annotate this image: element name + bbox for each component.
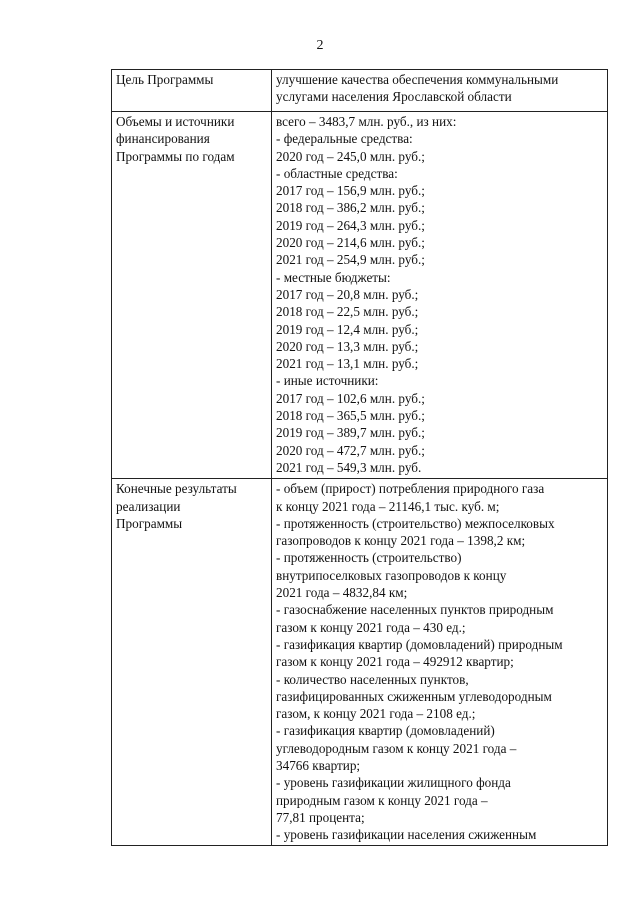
funding-line: 2018 год – 365,5 млн. руб.;: [276, 408, 425, 424]
results-line: газом к концу 2021 года – 430 ед.;: [276, 619, 466, 635]
funding-line: 2020 год – 214,6 млн. руб.;: [276, 235, 425, 251]
funding-line: 2020 год – 13,3 млн. руб.;: [276, 338, 419, 354]
funding-line: 2017 год – 20,8 млн. руб.;: [276, 286, 419, 302]
results-line: газопроводов к концу 2021 года – 1398,2 км;: [276, 533, 526, 549]
funding-line: 2019 год – 12,4 млн. руб.;: [276, 321, 419, 337]
table-row-results: [112, 479, 608, 846]
table-row-funding: [112, 112, 608, 479]
results-line: - объем (прирост) потребления природного газа: [276, 481, 545, 497]
table-row-goal: [112, 70, 608, 112]
results-label-cell: [112, 479, 272, 846]
funding-value-cell: [272, 112, 608, 479]
results-line: - количество населенных пунктов,: [276, 671, 469, 687]
results-line: газом к концу 2021 года – 492912 квартир;: [276, 654, 514, 670]
funding-line: 2019 год – 264,3 млн. руб.;: [276, 217, 425, 233]
results-line: 34766 квартир;: [276, 757, 361, 773]
funding-label-line: Программы по годам: [116, 148, 235, 164]
results-line: 77,81 процента;: [276, 809, 365, 825]
funding-label-line: финансирования: [116, 131, 210, 147]
funding-line: 2020 год – 472,7 млн. руб.;: [276, 442, 425, 458]
funding-line: всего – 3483,7 млн. руб., из них:: [276, 114, 457, 129]
funding-line: - иные источники:: [276, 373, 379, 389]
funding-line: 2017 год – 102,6 млн. руб.;: [276, 390, 425, 406]
results-line: газифицированных сжиженным углеводородным: [276, 688, 552, 704]
results-line: - газификация квартир (домовладений) природным: [276, 636, 563, 652]
goal-line: услугами населения Ярославской области: [276, 89, 512, 105]
goal-label: Цель Программы: [116, 72, 214, 87]
results-label-line: Конечные результаты: [116, 481, 237, 497]
funding-line: 2017 год – 156,9 млн. руб.;: [276, 183, 425, 199]
results-value-cell: [272, 479, 608, 846]
results-line: 2021 года – 4832,84 км;: [276, 585, 408, 601]
page-number: 2: [316, 38, 324, 53]
results-line: - протяженность (строительство) межпоселковых: [276, 515, 555, 531]
results-line: - уровень газификации жилищного фонда: [276, 775, 511, 791]
funding-line: 2018 год – 386,2 млн. руб.;: [276, 200, 425, 216]
goal-line: улучшение качества обеспечения коммунальными: [276, 72, 559, 87]
funding-line: 2021 год – 13,1 млн. руб.;: [276, 356, 419, 372]
funding-line: 2021 год – 549,3 млн. руб.: [276, 459, 422, 475]
results-line: природным газом к концу 2021 года –: [276, 792, 488, 808]
results-line: - газификация квартир (домовладений): [276, 723, 495, 739]
goal-value-cell: [272, 70, 608, 112]
funding-label-cell: [112, 112, 272, 479]
results-line: - газоснабжение населенных пунктов природным: [276, 602, 554, 618]
results-line: - уровень газификации населения сжиженным: [276, 827, 537, 843]
results-label-line: Программы: [116, 515, 183, 531]
funding-line: 2020 год – 245,0 млн. руб.;: [276, 148, 425, 164]
funding-line: 2021 год – 254,9 млн. руб.;: [276, 252, 425, 268]
results-line: углеводородным газом к концу 2021 года –: [276, 740, 517, 756]
results-label-line: реализации: [116, 498, 181, 514]
goal-label-cell: [112, 70, 272, 112]
results-line: газом, к концу 2021 года – 2108 ед.;: [276, 706, 476, 722]
results-line: внутрипоселковых газопроводов к концу: [276, 567, 507, 583]
results-line: к концу 2021 года – 21146,1 тыс. куб. м;: [276, 498, 500, 514]
funding-line: - местные бюджеты:: [276, 269, 391, 285]
funding-line: 2018 год – 22,5 млн. руб.;: [276, 304, 419, 320]
funding-line: - областные средства:: [276, 165, 398, 181]
funding-line: 2019 год – 389,7 млн. руб.;: [276, 425, 425, 441]
passport-table: [111, 69, 608, 846]
results-line: - протяженность (строительство): [276, 550, 462, 566]
funding-line: - федеральные средства:: [276, 131, 413, 147]
funding-label-line: Объемы и источники: [116, 114, 235, 129]
